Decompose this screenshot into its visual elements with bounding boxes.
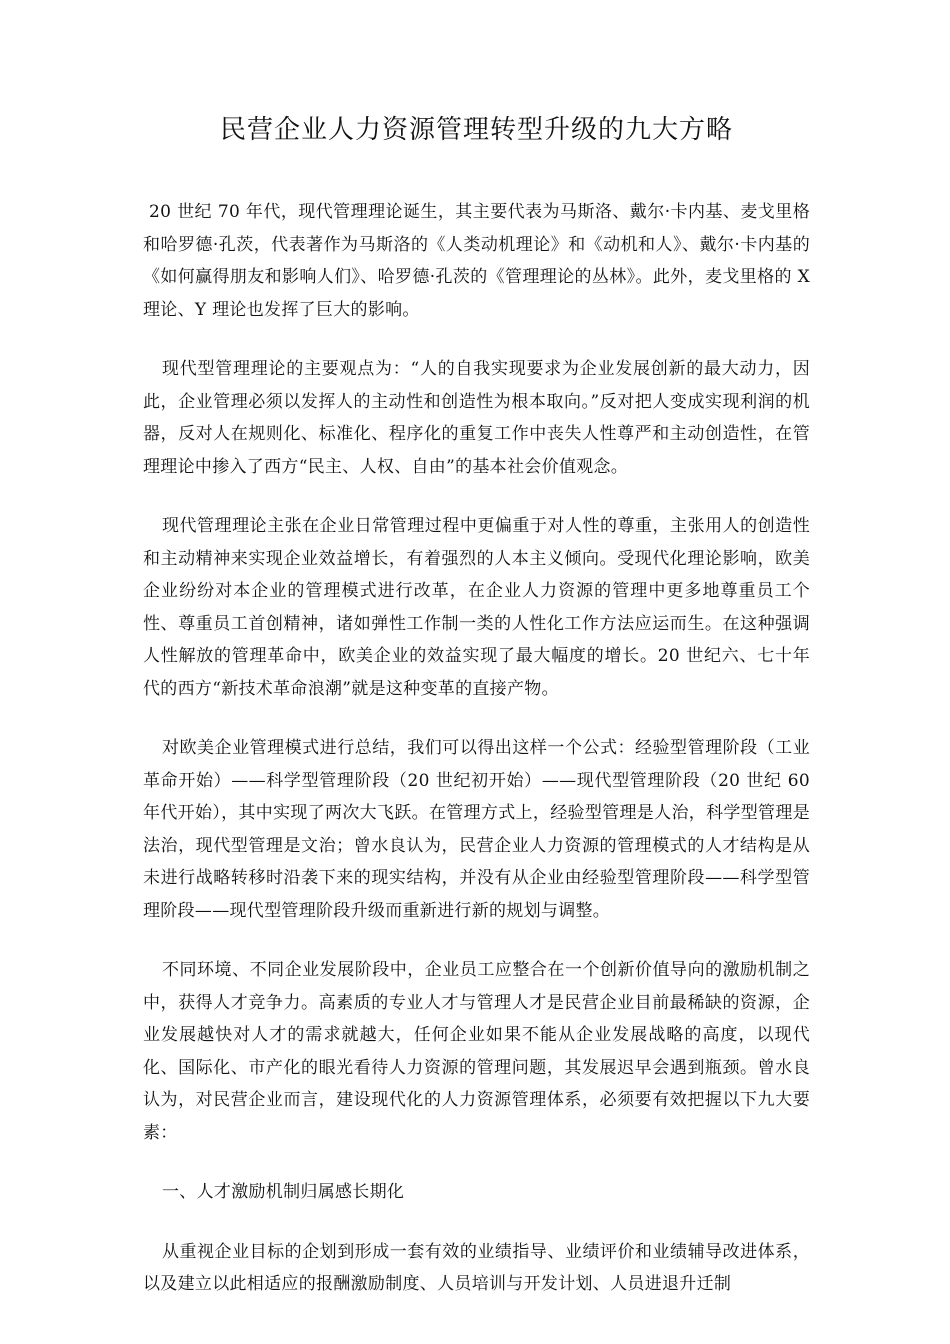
paragraph-2: 现代型管理理论的主要观点为：“人的自我实现要求为企业发展创新的最大动力，因此，企业管理必须以发挥人的主动性和创造性为根本取向。”反对把人变成实现利润的机器，反对人在规则化、标准化、程序化的重复工作中丧失人性尊严和主动创造性，在管理理论中掺入了西方“民主、人权、自由”的基本社会价值观念。 bbox=[143, 359, 810, 477]
section-heading: 一、人才激励机制归属感长期化 bbox=[162, 1182, 405, 1202]
paragraph-3: 现代管理理论主张在企业日常管理过程中更偏重于对人性的尊重，主张用人的创造性和主动精神来实现企业效益增长，有着强烈的人本主义倾向。受现代化理论影响，欧美企业纷纷对本企业的管理模式进行改革，在企业人力资源的管理中更多地尊重员工个性、尊重员工首创精神，诸如弹性工作制一类的人性化工作方法应运而生。在这种强调人性解放的管理革命中，欧美企业的效益实现了最大幅度的增长。20 世纪六、七十年代的西方“新技术革命浪潮”就是这种变革的直接产物。 bbox=[143, 516, 810, 699]
paragraph-4: 对欧美企业管理模式进行总结，我们可以得出这样一个公式：经验型管理阶段（工业革命开始）——科学型管理阶段（20 世纪初开始）——现代型管理阶段（20 世纪 60 年代开始），其中实现了两次大飞跃。在管理方式上，经验型管理是人治，科学型管理是法治，现代型管理是文治；曾水良认为，民营企业人力资源的管理模式的人才结构是从未进行战略转移时沿袭下来的现实结构，并没有从企业由经验型管理阶段——科学型管理阶段——现代型管理阶段升级而重新进行新的规划与调整。 bbox=[143, 738, 810, 921]
paragraph-1: 20 世纪 70 年代，现代管理理论诞生，其主要代表为马斯洛、戴尔·卡内基、麦戈里格和哈罗德·孔茨，代表著作为马斯洛的《人类动机理论》和《动机和人》、戴尔·卡内基的《如何赢得朋友和影响人们》、哈罗德·孔茨的《管理理论的丛林》。此外，麦戈里格的 X 理论、Y 理论也发挥了巨大的影响。 bbox=[143, 202, 810, 320]
paragraph-5: 不同环境、不同企业发展阶段中，企业员工应整合在一个创新价值导向的激励机制之中，获得人才竞争力。高素质的专业人才与管理人才是民营企业目前最稀缺的资源，企业发展越快对人才的需求就越大，任何企业如果不能从企业发展战略的高度，以现代化、国际化、市产化的眼光看待人力资源的管理问题，其发展迟早会遇到瓶颈。曾水良认为，对民营企业而言，建设现代化的人力资源管理体系，必须要有效把握以下九大要素： bbox=[143, 960, 810, 1143]
document-title: 民营企业人力资源管理转型升级的九大方略 bbox=[219, 115, 733, 145]
section-paragraph: 从重视企业目标的企划到形成一套有效的业绩指导、业绩评价和业绩辅导改进体系，以及建立以此相适应的报酬激励制度、人员培训与开发计划、人员进退升迁制 bbox=[143, 1241, 810, 1294]
